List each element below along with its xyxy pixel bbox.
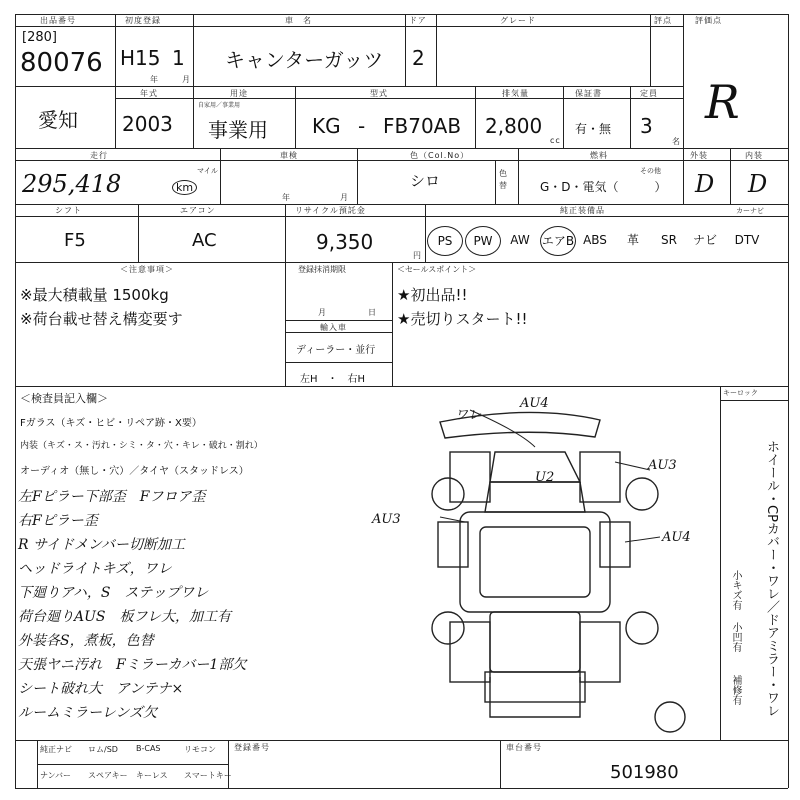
shift: F5 xyxy=(64,230,86,251)
legend-small-scratch: 小キズ有 xyxy=(730,570,741,610)
inspection-month: 月 xyxy=(340,193,349,202)
rule xyxy=(357,148,358,204)
glass-line: Fガラス（キズ・ヒビ・リペア跡・X要） xyxy=(20,418,202,429)
year-unit: 年 xyxy=(150,75,159,84)
note-line-2: ※荷台載せ替え構変要す xyxy=(20,310,183,328)
int-grade: D xyxy=(748,170,768,198)
displacement-label: 排気量 xyxy=(502,89,529,98)
rule xyxy=(193,14,194,86)
footer-item: キーレス xyxy=(136,771,168,780)
interior-line: 内装（キズ・ス・汚れ・シミ・タ・穴・キレ・破れ・割れ） xyxy=(20,441,263,451)
rule xyxy=(495,160,496,204)
rule xyxy=(15,262,788,263)
equipment-item: SR xyxy=(661,233,677,247)
handwritten-note: ルームミラーレンズ欠 xyxy=(18,705,157,721)
grade-label: グレード xyxy=(500,16,536,25)
rule xyxy=(115,86,116,148)
nav-label: カーナビ xyxy=(736,207,764,215)
shift-label: シフト xyxy=(55,206,82,215)
audio-line: オーディオ（無し・穴）／タイヤ（スタッドレス） xyxy=(20,466,249,477)
warranty: 有・無 xyxy=(575,122,612,136)
rule xyxy=(475,86,476,148)
rule xyxy=(15,788,788,789)
equip-label: 純正装備品 xyxy=(560,206,605,215)
chassis-label: 車台番号 xyxy=(506,743,542,752)
rule xyxy=(115,14,116,86)
fuel-label: 燃料 xyxy=(590,151,608,160)
use: 事業用 xyxy=(208,118,268,142)
lot-number: 80076 xyxy=(20,48,103,78)
rule xyxy=(15,14,16,788)
note-line-1: ※最大積載量 1500kg xyxy=(20,286,169,304)
handwritten-note: 外装各S，煮板，色替 xyxy=(18,633,154,649)
km-unit: km xyxy=(172,180,197,195)
notes-header: ＜注意事項＞ xyxy=(120,265,174,274)
cc-unit: cc xyxy=(550,136,561,145)
model-year: 2003 xyxy=(122,112,173,136)
mark-au3-left: AU3 xyxy=(372,512,401,527)
car-name-label: 車 名 xyxy=(285,16,312,25)
mark-u2: U2 xyxy=(535,470,555,485)
footer-item: スマートキー xyxy=(184,771,232,780)
rule xyxy=(15,148,788,149)
footer-item: B-CAS xyxy=(136,744,161,753)
ac-label: エアコン xyxy=(180,206,216,215)
capacity-unit: 名 xyxy=(672,137,681,146)
regno-label: 登録番号 xyxy=(234,743,270,752)
type-prefix: KG xyxy=(312,114,341,138)
sales-header: ＜セールスポイント＞ xyxy=(397,265,477,274)
ext-grade: D xyxy=(695,170,715,198)
handwritten-note: シート破れ大 アンテナ× xyxy=(18,681,184,697)
rule xyxy=(392,262,393,386)
footer-item: 純正ナビ xyxy=(40,745,72,754)
type-code: FB70AB xyxy=(383,114,462,138)
rule xyxy=(720,386,721,740)
ac: AC xyxy=(192,230,217,251)
yen-unit: 円 xyxy=(413,251,422,260)
inspection-label: 車検 xyxy=(280,151,298,160)
color: シロ xyxy=(410,172,441,190)
mark-au3-right: AU3 xyxy=(648,458,677,473)
import-label: 輸入車 xyxy=(320,323,347,332)
legend-small-dent: 小凹有 xyxy=(730,622,741,652)
doors: 2 xyxy=(412,46,425,70)
equipment-item: 革 xyxy=(626,233,639,247)
rule xyxy=(630,86,631,148)
rule xyxy=(788,14,789,788)
first-reg-label: 初度登録 xyxy=(125,16,161,25)
rule xyxy=(15,740,788,741)
equipment-item: エアB xyxy=(540,226,576,256)
model-year-label: 年式 xyxy=(140,89,158,98)
handwritten-note: R サイドメンバー切断加工 xyxy=(18,537,185,553)
rule xyxy=(193,86,194,148)
mileage: 295,418 xyxy=(22,170,122,198)
handwritten-note: 下廻りアハ，S ステップワレ xyxy=(18,585,209,601)
handwritten-note: 右Fピラー歪 xyxy=(18,513,98,529)
sales-point-2: ★売切りスタート!! xyxy=(397,310,528,328)
capacity: 3 xyxy=(640,114,653,138)
fuel-other: その他 xyxy=(640,167,661,175)
color-change: 色替 xyxy=(499,169,507,190)
rule xyxy=(650,14,651,86)
rule xyxy=(683,14,684,204)
score: R xyxy=(705,75,740,129)
rule xyxy=(15,386,788,387)
reg-day: 日 xyxy=(368,308,377,317)
rule xyxy=(15,26,683,27)
rule xyxy=(518,148,519,204)
legend-repaired: 補修有 xyxy=(730,675,741,705)
first-reg-month: 1 xyxy=(172,46,185,70)
color-label: 色（Col.No） xyxy=(410,151,470,160)
footer-item: ナンバー xyxy=(40,771,72,780)
recycle: 9,350 xyxy=(316,230,374,254)
rule xyxy=(285,204,286,262)
use-sub: 自家用／事業用 xyxy=(198,102,241,109)
rule xyxy=(405,14,406,86)
import-dealer: ディーラー・並行 xyxy=(296,345,376,356)
rule xyxy=(425,204,426,262)
footer-item: ロム/SD xyxy=(88,745,118,754)
rule xyxy=(720,400,788,401)
vehicle-diagram xyxy=(400,392,718,738)
reg-label: 登録抹消期限 xyxy=(298,265,346,274)
rule xyxy=(563,86,564,148)
rule xyxy=(500,740,501,788)
equipment-item: PS xyxy=(427,226,463,256)
int-label: 内装 xyxy=(745,151,763,160)
use-label: 用途 xyxy=(230,89,248,98)
rule xyxy=(15,160,788,161)
mile-unit: マイル xyxy=(197,167,218,175)
right-vertical-legend: ホイール・CPカバー・ワレ／ドアミラー・ワレ xyxy=(764,440,779,717)
type-label: 型式 xyxy=(370,89,388,98)
keylock-label: キーロック xyxy=(723,389,758,397)
chassis-number: 501980 xyxy=(610,762,679,783)
rule xyxy=(285,262,286,386)
ext-label: 外装 xyxy=(690,151,708,160)
car-name: キャンターガッツ xyxy=(225,48,384,72)
door-label: ドア xyxy=(409,16,427,25)
rule xyxy=(15,216,788,217)
equipment-item: PW xyxy=(465,226,501,256)
displacement: 2,800 xyxy=(485,114,543,138)
score-label: 評点 xyxy=(654,16,672,25)
equipment-item: ナビ xyxy=(692,233,717,247)
rule xyxy=(295,86,296,148)
month-unit: 月 xyxy=(182,75,191,84)
type-dash: - xyxy=(358,114,366,138)
region: 愛知 xyxy=(38,108,78,132)
rule xyxy=(730,148,731,204)
mileage-label: 走行 xyxy=(90,151,108,160)
rule xyxy=(220,148,221,204)
footer-item: リモコン xyxy=(184,745,216,754)
handle: 左H ・ 右H xyxy=(300,374,366,385)
rule xyxy=(138,204,139,262)
handwritten-note: 荷台廻りAUS 板フレ大，加工有 xyxy=(18,609,231,625)
capacity-label: 定員 xyxy=(640,89,658,98)
lot-prefix: [280] xyxy=(22,30,57,45)
equipment-item: AW xyxy=(510,233,530,247)
mark-au4-right: AU4 xyxy=(662,530,691,545)
inspection-year: 年 xyxy=(282,193,291,202)
equipment-item: DTV xyxy=(734,233,760,247)
footer-item: スペアキー xyxy=(88,771,128,780)
reg-month: 月 xyxy=(318,308,327,317)
lot-no-label: 出品番号 xyxy=(40,16,76,25)
rule xyxy=(15,204,788,205)
inspector-header: ＜検査員記入欄＞ xyxy=(20,392,108,405)
rule xyxy=(436,14,437,86)
rule xyxy=(285,362,392,363)
rule xyxy=(37,764,228,765)
handwritten-note: ヘッドライトキズ，ワレ xyxy=(18,561,172,577)
first-reg-era: H15 xyxy=(120,46,161,70)
mark-au4-top: AU4 xyxy=(520,396,549,411)
score-label-2: 評価点 xyxy=(695,16,722,25)
handwritten-note: 天張ヤニ汚れ Fミラーカバー1部欠 xyxy=(18,657,247,673)
equipment-item: ABS xyxy=(583,233,607,247)
warranty-label: 保証書 xyxy=(575,89,602,98)
handwritten-note: 左Fピラー下部歪 Fフロア歪 xyxy=(18,489,206,505)
sales-point-1: ★初出品!! xyxy=(397,286,468,304)
mark-crack: ワレ xyxy=(455,408,482,423)
recycle-label: リサイクル預託金 xyxy=(295,206,366,215)
fuel: G・D・電気（ ） xyxy=(540,180,667,194)
rule xyxy=(285,320,392,321)
